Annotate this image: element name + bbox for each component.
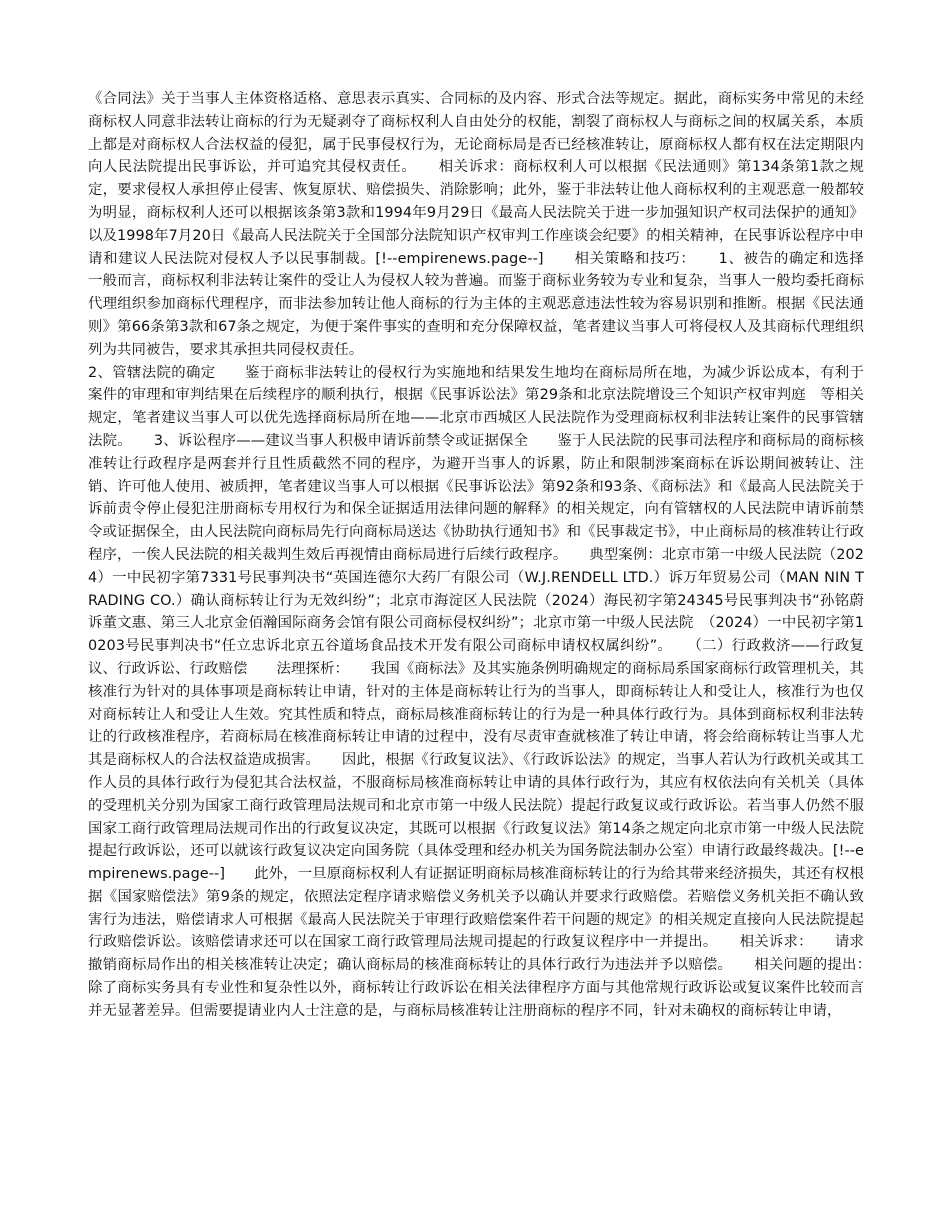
paragraph-1: 《合同法》关于当事人主体资格适格、意思表示真实、合同标的及内容、形式合法等规定。据此，商标实务中常见的未经商标权人同意非法转让商标的行为无疑剥夺了商标权利人自由处分的权能，割裂了商标权人与商标之间的权属关系，本质上都是对商标权人合法权益的侵犯，属于民事侵权行为，无论商标局是否已经核准转让，原商标权人都有权在法定期限内向人民法院提出民事诉讼，并可追究其侵权责任。 相关诉求：商标权利人可以根据《民法通则》第134条第1款之规定，要求侵权人承担停止侵害、恢复原状、赔偿损失、消除影响；此外，鉴于非法转让他人商标权利的主观恶意一般都较为明显，商标权利人还可以根据该条第3款和1994年9月29日《最高人民法院关于进一步加强知识产权司法保护的通知》以及1998年7月20日《最高人民法院关于全国部分法院知识产权审判工作座谈会纪要》的相关精神，在民事诉讼程序中申请和建议人民法院对侵权人予以民事制裁。[!--empirenews.page--] 相关策略和技巧： 1、被告的确定和选择 一般而言，商标权利非法转让案件的受让人为侵权人较为普遍。而鉴于商标业务较为专业和复杂，当事人一般均委托商标代理组织参加商标代理程序，而非法参加转让他人商标的行为主体的主观恶意违法性较为容易识别和推断。根据《民法通则》第66条第3款和67条之规定，为便于案件事实的查明和充分保障权益，笔者建议当事人可将侵权人及其商标代理组织列为共同被告，要求其承担共同侵权责任。: [88, 91, 893, 358]
document-body: [88, 88, 893, 1023]
paragraph-2: 2、管辖法院的确定 鉴于商标非法转让的侵权行为实施地和结果发生地均在商标局所在地，为减少诉讼成本，有利于案件的审理和审判结果在后续程序的顺利执行，根据《民事诉讼法》第29条和北京法院增设三个知识产权审判庭 等相关规定，笔者建议当事人可以优先选择商标局所在地——北京市西城区人民法院作为受理商标权利非法转让案件的民事管辖法院。 3、诉讼程序——建议当事人积极申请诉前禁令或证据保全 鉴于人民法院的民事司法程序和商标局的商标核准转让行政程序是两套并行且性质截然不同的程序，为避开当事人的诉累，防止和限制涉案商标在诉讼期间被转让、注销、许可他人使用、被质押，笔者建议当事人可以根据《民事诉讼法》第92条和93条、《商标法》和《最高人民法院关于诉前责令停止侵犯注册商标专用权行为和保全证据适用法律问题的解释》的相关规定，向有管辖权的人民法院申请诉前禁令或证据保全，由人民法院向商标局先行向商标局送达《协助执行通知书》和《民事裁定书》，中止商标局的核准转让行政程序，一俟人民法院的相关裁判生效后再视情由商标局进行后续行政程序。 典型案例：北京市第一中级人民法院（2024）一中民初字第7331号民事判决书“英国连德尔大药厂有限公司（W.J.RENDELL LTD.）诉万年贸易公司（MAN NIN TRADING CO.）确认商标转让行为无效纠纷”；北京市海淀区人民法院（2024）海民初字第24345号民事判决书“孙铭蔚诉董文惠、第三人北京金佰瀚国际商务会馆有限公司商标侵权纠纷”；北京市第一中级人民法院 （2024）一中民初字第10203号民事判决书“任立忠诉北京五谷道场食品技术开发有限公司商标申请权权属纠纷”。 （二）行政救济——行政复议、行政诉讼、行政赔偿 法理探析： 我国《商标法》及其实施条例明确规定的商标局系国家商标行政管理机关，其核准行为针对的具体事项是商标转让申请，针对的主体是商标转让行为的当事人，即商标转让人和受让人，核准行为也仅对商标转让人和受让人生效。究其性质和特点，商标局核准商标转让的行为是一种具体行政行为。具体到商标权利非法转让的行政核准程序，若商标局在核准商标转让申请的过程中，没有尽责审查就核准了转让申请，将会给商标转让当事人尤其是商标权人的合法权益造成损害。 因此，根据《行政复议法》、《行政诉讼法》的规定，当事人若认为行政机关或其工作人员的具体行政行为侵犯其合法权益，不服商标局核准商标转让申请的具体行政行为，其应有权依法向有关机关（具体的受理机关分别为国家工商行政管理局法规司和北京市第一中级人民法院）提起行政复议或行政诉讼。若当事人仍然不服国家工商行政管理局法规司作出的行政复议决定，其既可以根据《行政复议法》第14条之规定向北京市第一中级人民法院提起行政诉讼，还可以就该行政复议决定向国务院（具体受理和经办机关为国务院法制办公室）申请行政最终裁决。[!--empirenews.page--] 此外，一旦原商标权利人有证据证明商标局核准商标转让的行为给其带来经济损失，其还有权根据《国家赔偿法》第9条的规定，依照法定程序请求赔偿义务机关予以确认并要求行政赔偿。若赔偿义务机关拒不确认致害行为违法，赔偿请求人可根据《最高人民法院关于审理行政赔偿案件若干问题的规定》的相关规定直接向人民法院提起行政赔偿诉讼。该赔偿请求还可以在国家工商行政管理局法规司提起的行政复议程序中一并提出。 相关诉求： 请求撤销商标局作出的相关核准转让决定；确认商标局的核准商标转让的具体行政行为违法并予以赔偿。 相关问题的提出： 除了商标实务具有专业性和复杂性以外，商标转让行政诉讼在相关法律程序方面与其他常规行政诉讼或复议案件比较而言并无显著差异。但需要提请业内人士注意的是，与商标局核准转让注册商标的程序不同，针对未确权的商标转让申请，: [88, 364, 893, 1019]
